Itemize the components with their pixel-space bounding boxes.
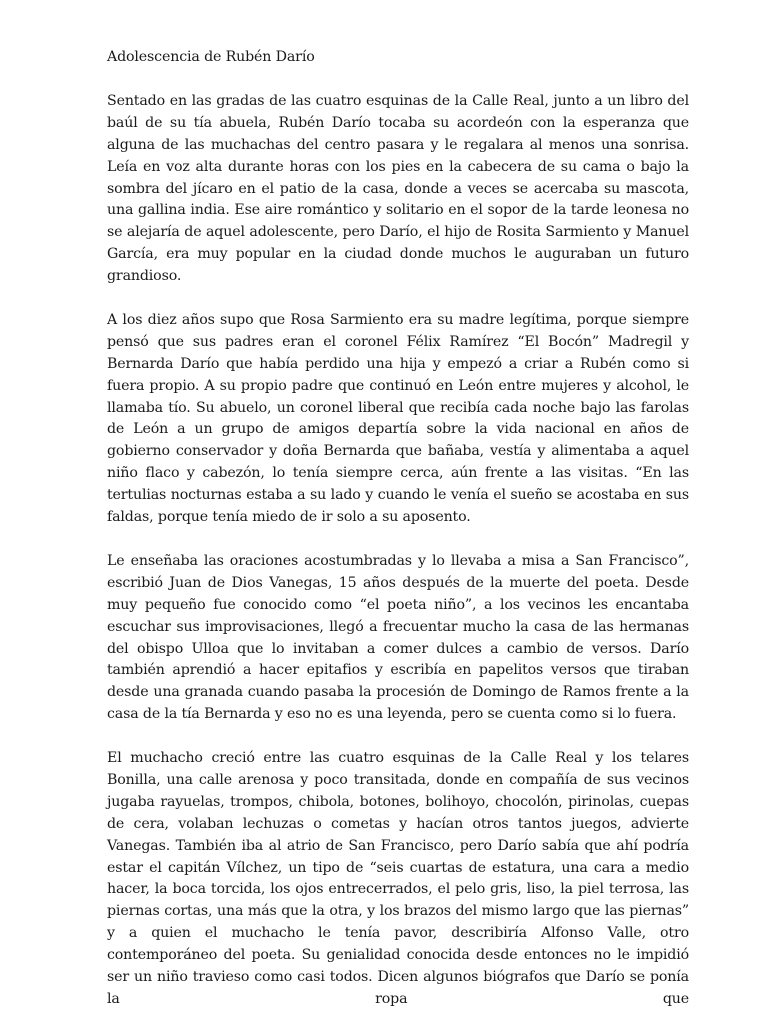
paragraph-2: A los diez años supo que Rosa Sarmiento era su madre legítima, porque siempre pensó que sus padres eran el coronel Félix Ramírez “El Bocón” Madregil y Bernarda Darío que había perdido una hija y empezó a criar a Rubén como si fuera propio. A su propio padre que continuó en León entre mujeres y alcohol, le llamaba tío. Su abuelo, un coronel liberal que recibía cada noche bajo las farolas de León a un grupo de amigos departía sobre la vida nacional en años de gobierno conservador y doña Bernarda que bañaba, vestía y alimentaba a aquel niño flaco y cabezón, lo tenía siempre cerca, aún frente a las visitas. “En las tertulias nocturnas estaba a su lado y cuando le venía el sueño se acostaba en sus faldas, porque tenía miedo de ir solo a su aposento.: [107, 311, 689, 526]
document-page: [107, 47, 689, 1011]
paragraph-4: El muchacho creció entre las cuatro esquinas de la Calle Real y los telares Bonilla, una calle arenosa y poco transitada, donde en compañía de sus vecinos jugaba rayuelas, trompos, chibola, botones, bolihoyo, chocolón, pirinolas, cuepas de cera, volaban lechuzas o cometas y hacían otros tantos juegos, advierte Vanegas. También iba al atrio de San Francisco, pero Darío sabía que ahí podría estar el capitán Vílchez, un tipo de “seis cuartas de estatura, una cara a medio hacer, la boca torcida, los ojos entrecerrados, el pelo gris, liso, la piel terrosa, las piernas cortas, una más que la otra, y los brazos del mismo largo que las piernas” y a quien el muchacho le tenía pavor, describiría Alfonso Valle, otro contemporáneo del poeta. Su genialidad conocida desde entonces no le impidió ser un niño travieso como casi todos. Dicen algunos biógrafos que Darío se ponía la ropa que: [107, 750, 689, 1008]
paragraph-3: Le enseñaba las oraciones acostumbradas y lo llevaba a misa a San Francisco”, escribió Juan de Dios Vanegas, 15 años después de la muerte del poeta. Desde muy pequeño fue conocido como “el poeta niño”, a los vecinos les encantaba escuchar sus improvisaciones, llegó a frecuentar mucho la casa de las hermanas del obispo Ulloa que lo invitaban a comer dulces a cambio de versos. Darío también aprendió a hacer epitafios y escribía en papelitos versos que tiraban desde una granada cuando pasaba la procesión de Domingo de Ramos frente a la casa de la tía Bernarda y eso no es una leyenda, pero se cuenta como si lo fuera.: [107, 552, 689, 723]
paragraph-1: Sentado en las gradas de las cuatro esquinas de la Calle Real, junto a un libro del baúl de su tía abuela, Rubén Darío tocaba su acordeón con la esperanza que alguna de las muchachas del centro pasara y le regalara al menos una sonrisa. Leía en voz alta durante horas con los pies en la cabecera de su cama o bajo la sombra del jícaro en el patio de la casa, donde a veces se acercaba su mascota, una gallina india. Ese aire romántico y solitario en el sopor de la tarde leonesa no se alejaría de aquel adolescente, pero Darío, el hijo de Rosita Sarmiento y Manuel García, era muy popular en la ciudad donde muchos le auguraban un futuro grandioso.: [107, 92, 689, 285]
document-title: Adolescencia de Rubén Darío: [107, 49, 315, 65]
